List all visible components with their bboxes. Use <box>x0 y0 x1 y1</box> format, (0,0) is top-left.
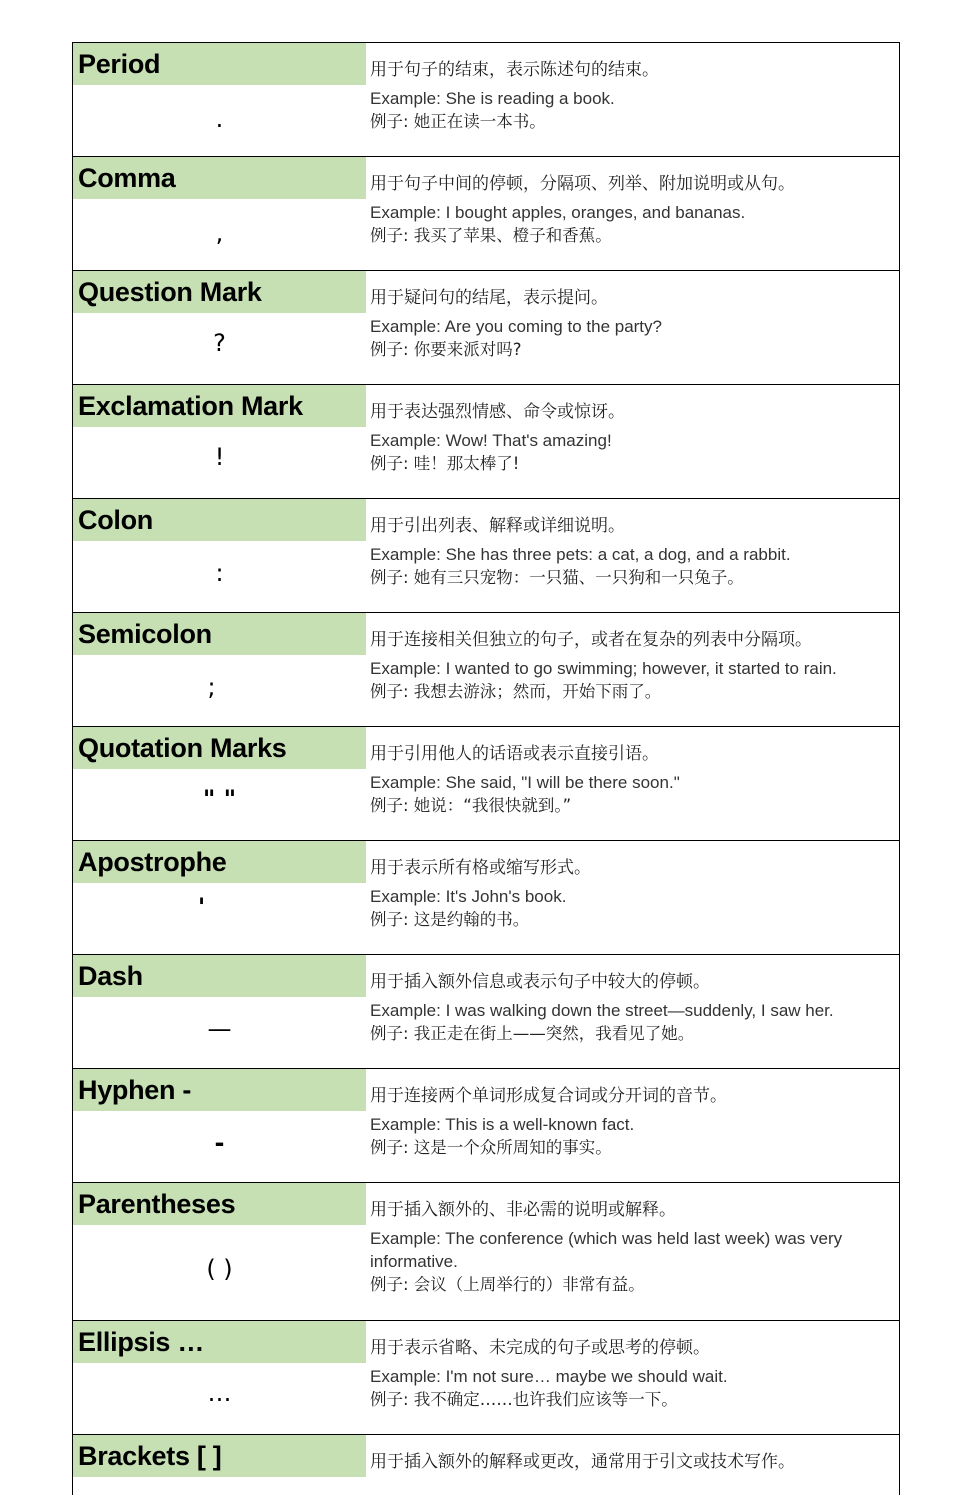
example-block <box>370 1227 874 1296</box>
example-chinese: 例子: 你要来派对吗? <box>370 340 522 359</box>
example-chinese: 例子: 这是一个众所周知的事实。 <box>370 1138 612 1157</box>
example-block <box>370 315 879 361</box>
example-block <box>370 87 879 133</box>
example-chinese: 例子: 我正走在街上——突然，我看见了她。 <box>370 1024 695 1043</box>
table-row-semicolon <box>73 613 899 727</box>
table-row-brackets <box>73 1435 899 1495</box>
description-text: 用于表示所有格或缩写形式。 <box>370 858 591 878</box>
description-text: 用于表示省略、未完成的句子或思考的停顿。 <box>370 1338 710 1358</box>
table-row-dash <box>73 955 899 1069</box>
symbol-glyph: — <box>207 1015 232 1043</box>
table-row-hyphen <box>73 1069 899 1183</box>
example-english: Example: Wow! That's amazing! <box>370 431 612 450</box>
term-label: Quotation Marks <box>73 727 366 769</box>
description-text: 用于引用他人的话语或表示直接引语。 <box>370 744 659 764</box>
term-label: Period <box>73 43 366 85</box>
example-chinese: 例子: 这是约翰的书。 <box>370 910 530 929</box>
example-english: Example: I wanted to go swimming; however, it started to rain. <box>370 659 837 678</box>
symbol-glyph: , <box>215 219 224 247</box>
table-row-ellipsis <box>73 1321 899 1435</box>
symbol-glyph: ; <box>207 673 216 701</box>
term-label: Hyphen - <box>73 1069 366 1111</box>
example-english: Example: The conference (which was held last week) was very informative. <box>370 1229 843 1271</box>
description-text: 用于连接两个单词形成复合词或分开词的音节。 <box>370 1086 727 1106</box>
example-english: Example: I bought apples, oranges, and bananas. <box>370 203 746 222</box>
example-block <box>370 201 879 247</box>
symbol-glyph: … <box>207 1379 232 1407</box>
table-row-colon <box>73 499 899 613</box>
description-text: 用于表达强烈情感、命令或惊讶。 <box>370 402 625 422</box>
example-block <box>370 1365 879 1411</box>
example-chinese: 例子: 她正在读一本书。 <box>370 112 546 131</box>
symbol-glyph: " " <box>202 785 237 813</box>
table-row-parentheses <box>73 1183 899 1321</box>
example-chinese: 例子: 她有三只宠物：一只猫、一只狗和一只兔子。 <box>370 568 744 587</box>
table-row-question-mark <box>73 271 899 385</box>
example-english: Example: This is a well-known fact. <box>370 1115 635 1134</box>
description-text: 用于引出列表、解释或详细说明。 <box>370 516 625 536</box>
symbol-glyph: ? <box>213 329 226 357</box>
example-english: Example: I'm not sure… maybe we should wait. <box>370 1367 728 1386</box>
example-block <box>370 999 879 1045</box>
example-block <box>370 1113 879 1159</box>
term-label: Comma <box>73 157 366 199</box>
example-english: Example: She has three pets: a cat, a dog, and a rabbit. <box>370 545 791 564</box>
term-label: Exclamation Mark <box>73 385 366 427</box>
symbol-glyph: ' <box>197 893 206 921</box>
example-english: Example: She is reading a book. <box>370 89 615 108</box>
table-row-quotation-marks <box>73 727 899 841</box>
symbol-glyph: . <box>215 105 224 133</box>
description-text: 用于疑问句的结尾，表示提问。 <box>370 288 608 308</box>
symbol-glyph: - <box>214 1129 225 1157</box>
example-chinese: 例子: 会议（上周举行的）非常有益。 <box>370 1275 645 1294</box>
table-row-comma <box>73 157 899 271</box>
term-label: Apostrophe <box>73 841 366 883</box>
description-text: 用于句子的结束，表示陈述句的结束。 <box>370 60 659 80</box>
example-chinese: 例子: 哇！那太棒了! <box>370 454 520 473</box>
table-row-period <box>73 43 899 157</box>
example-block <box>370 771 879 817</box>
term-label: Dash <box>73 955 366 997</box>
example-block <box>370 885 879 931</box>
example-english: Example: It's John's book. <box>370 887 567 906</box>
term-label: Parentheses <box>73 1183 366 1225</box>
description-text: 用于插入额外的、非必需的说明或解释。 <box>370 1200 676 1220</box>
example-chinese: 例子: 我不确定……也许我们应该等一下。 <box>370 1390 678 1409</box>
punctuation-table <box>72 42 900 1495</box>
example-chinese: 例子: 我想去游泳；然而，开始下雨了。 <box>370 682 662 701</box>
term-label: Ellipsis … <box>73 1321 366 1363</box>
symbol-glyph: ( ) <box>206 1255 233 1283</box>
symbol-glyph: : <box>215 559 224 587</box>
example-english: Example: She said, "I will be there soon." <box>370 773 680 792</box>
term-label: Question Mark <box>73 271 366 313</box>
example-block <box>370 429 879 475</box>
example-english: Example: Are you coming to the party? <box>370 317 662 336</box>
term-label: Brackets [ ] <box>73 1435 366 1477</box>
description-text: 用于插入额外的解释或更改，通常用于引文或技术写作。 <box>370 1452 795 1472</box>
description-text: 用于连接相关但独立的句子，或者在复杂的列表中分隔项。 <box>370 630 812 650</box>
example-block <box>370 657 879 703</box>
description-text: 用于插入额外信息或表示句子中较大的停顿。 <box>370 972 710 992</box>
example-chinese: 例子: 她说：“我很快就到。” <box>370 796 572 815</box>
example-block <box>370 543 879 589</box>
example-english: Example: I was walking down the street—suddenly, I saw her. <box>370 1001 834 1020</box>
description-text: 用于句子中间的停顿，分隔项、列举、附加说明或从句。 <box>370 174 795 194</box>
term-label: Semicolon <box>73 613 366 655</box>
term-label: Colon <box>73 499 366 541</box>
table-row-apostrophe <box>73 841 899 955</box>
example-chinese: 例子: 我买了苹果、橙子和香蕉。 <box>370 226 612 245</box>
symbol-glyph: ! <box>214 443 225 471</box>
table-row-exclamation-mark <box>73 385 899 499</box>
